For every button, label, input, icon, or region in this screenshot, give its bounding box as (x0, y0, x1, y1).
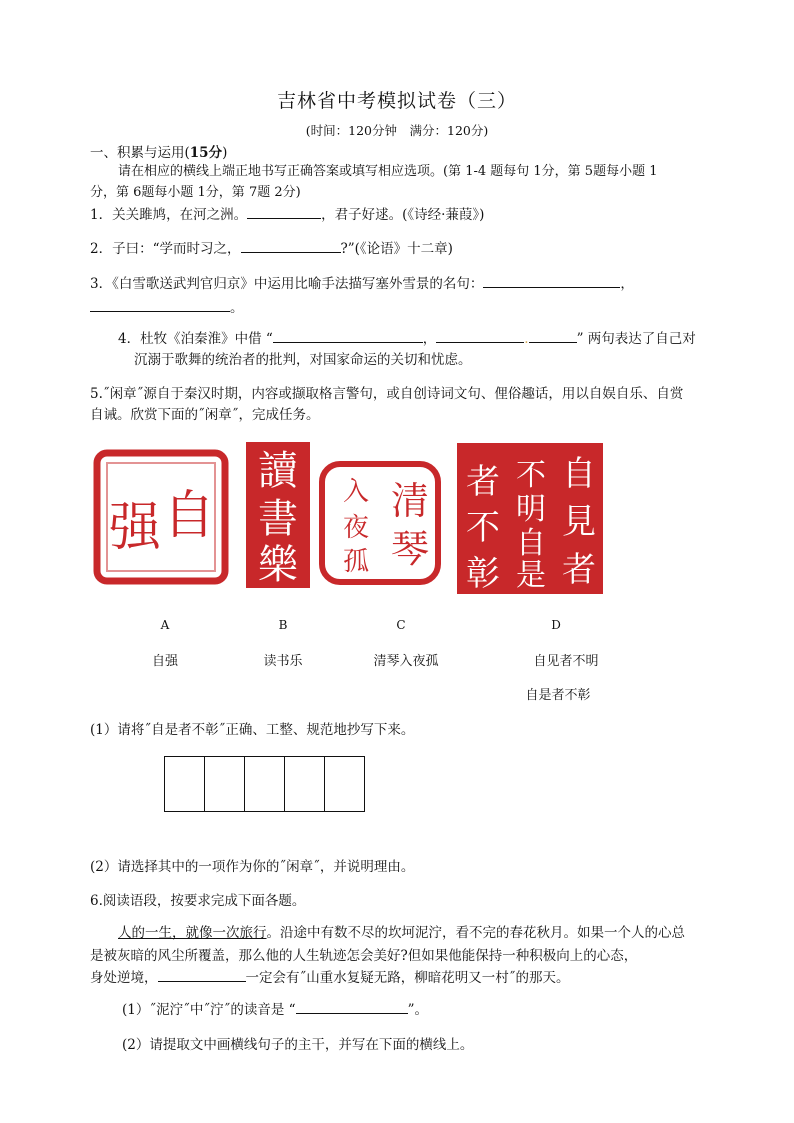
seal-c-glyph: 夜 (342, 513, 370, 543)
question-5-line-2: 自诫。欣赏下面的˝闲章˝，完成任务。 (90, 407, 320, 423)
seal-letter-a: A (160, 618, 170, 632)
seal-d-glyph: 不 (466, 508, 500, 548)
answer-blank[interactable] (296, 999, 408, 1014)
section-heading: 一、积累与运用(15分) (90, 145, 228, 161)
seal-caption-b: 读书乐 (263, 654, 303, 669)
passage-line-3: 身处逆境， 一定会有˝山重水复疑无路，柳暗花明又一村˝的那天。 (90, 966, 570, 986)
instruction-line-1: 请在相应的横线上端正地书写正确答案或填写相应选项。(第 1-4 题每句 1分，第 5题每小题 1 (118, 164, 658, 179)
passage-line-1: 人的一生，就像一次旅行。沿途中有数不尽的坎坷泥泞，看不完的春花秋月。如果一个人的心总 (118, 925, 685, 941)
exam-info: (时间：120分钟 满分：120分) (305, 123, 489, 138)
question-6-sub-2: (2）请提取文中画横线句子的主干，并写在下面的横线上。 (122, 1037, 474, 1053)
question-1: 1．关关雎鸠，在河之洲。 ，君子好逑。(《诗经·蒹葭》) (90, 203, 484, 223)
seal-b-glyph: 讀 (258, 448, 298, 494)
underlined-sentence: 人的一生，就像一次旅行 (118, 925, 267, 941)
seal-c-image (318, 460, 442, 586)
seal-d-glyph: 自 (516, 526, 546, 561)
answer-blank[interactable] (247, 204, 321, 219)
page-title: 吉林省中考模拟试卷（三） (276, 90, 517, 112)
answer-blank[interactable] (241, 238, 341, 253)
seal-d-glyph: 見 (562, 502, 596, 542)
seal-c-glyph: 清 (390, 479, 430, 523)
seal-b-glyph: 書 (258, 496, 298, 542)
seal-letter-c: C (396, 618, 406, 632)
seal-d-image (455, 441, 605, 596)
question-5-sub-2: (2）请选择其中的一项作为你的˝闲章˝，并说明理由。 (90, 859, 415, 875)
seal-a-glyph: 自 (162, 486, 216, 546)
seal-b-glyph: 樂 (258, 542, 298, 588)
seal-caption-d-1: 自见者不明 (533, 654, 599, 669)
seal-d-glyph: 彰 (466, 554, 500, 594)
seal-c-glyph: 孤 (342, 547, 370, 577)
seal-d-glyph: 不 (516, 458, 546, 493)
seal-c-glyph: 入 (342, 477, 370, 507)
answer-blank[interactable] (90, 297, 230, 312)
seal-letter-d: D (551, 618, 561, 632)
question-2: 2．子曰：“学而时习之， ?”(《论语》十二章) (90, 237, 453, 257)
grid-cell[interactable] (324, 757, 364, 811)
seal-letter-b: B (278, 618, 288, 632)
grid-cell[interactable] (284, 757, 324, 811)
seal-b-image (244, 440, 312, 590)
seal-caption-a: 自强 (151, 654, 178, 669)
passage-line-2: 是被灰暗的风尘所覆盖，那么他的人生轨迹怎会美好?但如果他能保持一种积极向上的心态， (90, 948, 638, 964)
grid-cell[interactable] (165, 757, 204, 811)
seal-d-glyph: 是 (516, 558, 546, 593)
question-3-line-2: 。 (90, 296, 244, 316)
grid-cell[interactable] (204, 757, 244, 811)
seal-d-glyph: 者 (562, 550, 596, 590)
seal-caption-c: 清琴入夜孤 (373, 654, 439, 669)
seal-d-glyph: 者 (466, 462, 500, 502)
seal-a-image (93, 449, 229, 585)
question-5: 5.˝闲章˝源自于秦汉时期，内容或撷取格言警句，或自创诗词文句、俚俗趣话，用以自娱自乐、自赏 (90, 386, 684, 402)
answer-blank[interactable] (158, 967, 246, 982)
question-5-sub-1: (1）请将˝自是者不彰˝正确、工整、规范地抄写下来。 (90, 722, 415, 738)
answer-blank[interactable] (483, 273, 620, 288)
instruction-line-2: 分，第 6题每小题 1分，第 7题 2分) (90, 185, 301, 200)
answer-blank[interactable] (273, 328, 423, 343)
seal-caption-d-2: 自是者不彰 (525, 688, 591, 703)
question-6: 6.阅读语段，按要求完成下面各题。 (90, 893, 306, 909)
answer-blank[interactable] (436, 328, 524, 343)
grid-cell[interactable] (244, 757, 284, 811)
seal-a-glyph: 强 (108, 498, 162, 558)
seal-c-glyph: 琴 (390, 527, 430, 571)
seal-d-glyph: 明 (516, 492, 546, 527)
writing-grid[interactable] (164, 756, 365, 812)
question-6-sub-1: (1）˝泥泞˝中˝泞˝的读音是 “ ”。 (122, 998, 428, 1018)
question-4-line-2: 沉溺于歌舞的统治者的批判，对国家命运的关切和忧虑。 (134, 352, 472, 368)
question-3: 3．《白雪歌送武判官归京》中运用比喻手法描写塞外雪景的名句： ， (90, 272, 634, 292)
question-4: 4．杜牧《泊秦淮》中借 “ ， . ” 两句表达了自己对 (118, 327, 696, 347)
answer-blank[interactable] (529, 328, 577, 343)
seal-d-glyph: 自 (562, 454, 596, 494)
